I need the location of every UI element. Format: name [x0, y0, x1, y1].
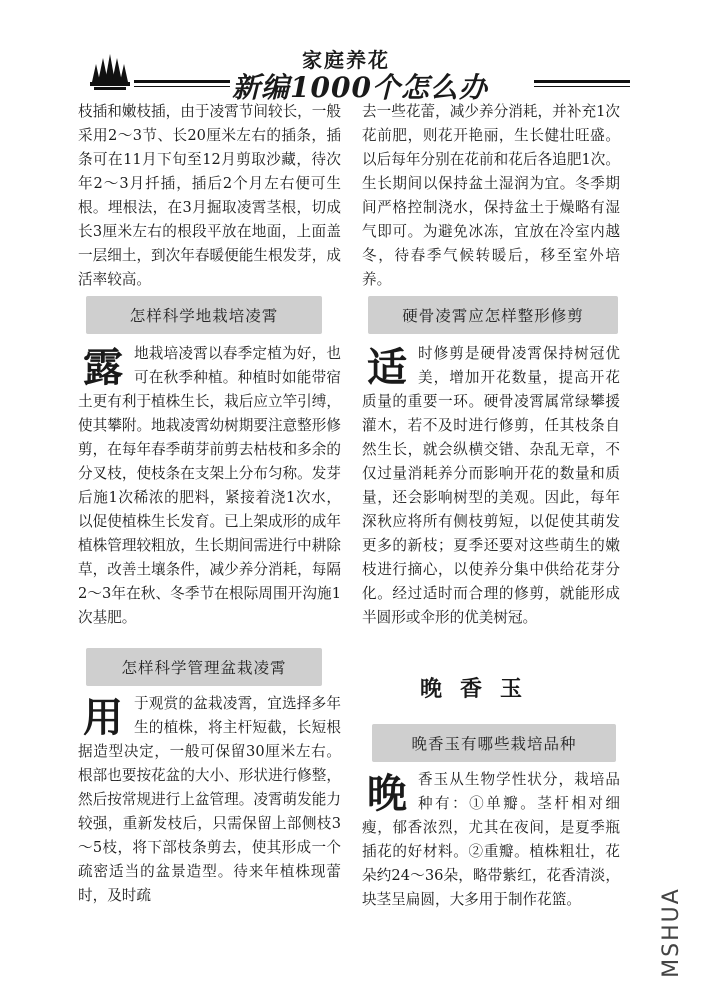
watermark	[658, 882, 704, 992]
section-title-potted	[86, 648, 322, 686]
planting-paragraph: 地栽培凌霄以春季定植为好，也可在秋季种植。种植时如能带宿土更有利于植株生长，栽后应立竿引缚，使其攀附。地栽凌霄幼树期要注意整形修剪，在每年春季萌芽前剪去枯枝和多余的分叉枝，使枝条在支架上分布匀称。发芽后施1次稀浓的肥料，紧接着浇1次水，以促使植株生长发育。已上架成形的成年植株管理较粗放，生长期间需进行中耕除草，改善土壤条件，减少养分消耗，每隔2～3年在秋、冬季节在根际周围开沟施1次基肥。	[78, 345, 341, 626]
left-intro-text	[78, 100, 341, 292]
left-intro-paragraph: 枝插和嫩枝插，由于凌霄节间较长，一般采用2～3节、长20厘米左右的插条，插条可在11月下旬至12月剪取沙藏，待次年2～3月扦插，插后2个月左右便可生根。埋根法，在3月掘取凌霄茎根，切成长3厘米左右的根段平放在地面，上面盖一层细土，到次年春暖便能生根发芽，成活率较高。	[78, 103, 341, 288]
watermark-text: MSHUA	[658, 887, 684, 978]
potted-paragraph: 于观赏的盆栽凌霄，宜选择多年生的植株，将主杆短截，长短根据造型决定，一般可保留30厘米左右。根部也要按花盆的大小、形状进行修整，然后按常规进行上盆管理。凌霄萌发能力较强，重新发枝后，只需保留上部侧枝3～5枝，将下部枝条剪去，使其形成一个疏密适当的盆景造型。待来年植株现蕾时，及时疏	[78, 695, 341, 904]
section-body-potted	[78, 692, 341, 908]
drop-cap-shi: 适	[367, 345, 407, 391]
header-top-title: 家庭养花	[302, 48, 390, 72]
section-body-planting	[78, 342, 341, 630]
lotus-logo-icon	[88, 52, 132, 92]
section-title-planting	[86, 296, 322, 334]
chapter-title: 晚香玉	[420, 677, 541, 702]
header-rule-left	[134, 80, 230, 83]
right-intro-text	[362, 100, 620, 292]
section-title-pruning	[368, 296, 618, 334]
drop-cap-yong: 用	[83, 695, 123, 741]
right-intro-paragraph: 去一些花蕾，减少养分消耗，并补充1次花前肥，则花开艳丽，生长健壮旺盛。以后每年分别在花前和花后各追肥1次。生长期间以保持盆土湿润为宜。冬季期间严格控制浇水，保持盆土于燥略有湿气即可。为避免冰冻，宜放在冷室内越冬，待春季气候转暖后，移至室外培养。	[362, 103, 620, 288]
drop-cap-wan: 晚	[367, 771, 407, 817]
pruning-paragraph: 时修剪是硬骨凌霄保持树冠优美，增加开花数量，提高开花质量的重要一环。硬骨凌霄属常绿攀援灌木，若不及时进行修剪，任其枝条自然生长，就会纵横交错、杂乱无章，不仅过量消耗养分而影响开花的数量和质量，还会影响树型的美观。因此，每年深秋应将所有侧枝剪短，以促使其萌发更多的新枝；夏季还要对这些萌生的嫩枝进行摘心，以使养分集中供给花芽分化。经过适时而合理的修剪，就能形成半圆形或伞形的优美树冠。	[362, 345, 620, 626]
section-body-varieties	[362, 768, 620, 912]
header-main-title: 新编1000个怎么办	[232, 71, 488, 104]
page-header	[0, 0, 708, 110]
header-rule-left-thin	[134, 86, 230, 87]
drop-cap-lu: 露	[83, 345, 123, 391]
header-rule-right	[534, 80, 630, 83]
header-rule-right-thin	[534, 86, 630, 87]
varieties-paragraph: 香玉从生物学性状分，栽培品种有：①单瓣。茎杆相对细瘦，郁香浓烈，尤其在夜间，是夏季瓶插花的好材料。②重瓣。植株粗壮，花朵约24～36朵，略带紫红，花香清淡，块茎呈扁圆，大多用于制作花篮。	[362, 771, 620, 908]
section-title-varieties	[372, 724, 616, 762]
section-body-pruning	[362, 342, 620, 630]
section-title-potted-label: 怎样科学管理盆栽凌霄	[121, 659, 287, 677]
section-title-varieties-label: 晚香玉有哪些栽培品种	[411, 735, 577, 753]
section-title-planting-label: 怎样科学地栽培凌霄	[129, 307, 279, 325]
section-title-pruning-label: 硬骨凌霄应怎样整形修剪	[402, 307, 584, 325]
